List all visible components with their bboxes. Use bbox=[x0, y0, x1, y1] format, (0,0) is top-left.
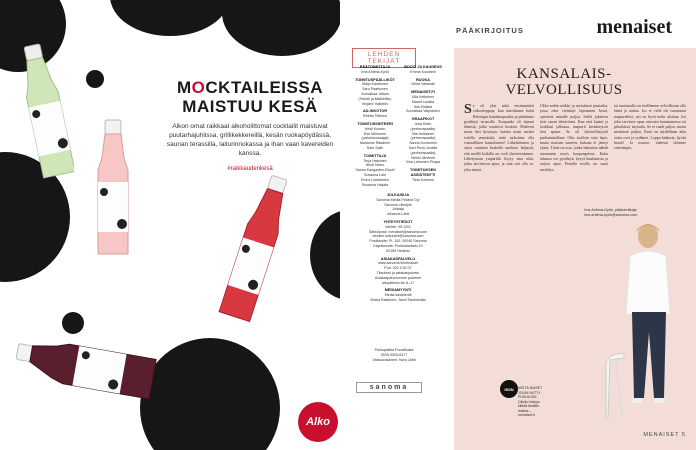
issue-badge: ISSN bbox=[500, 380, 518, 398]
black-dot bbox=[310, 210, 340, 300]
masthead-names: Reetta Tiittinen bbox=[363, 114, 387, 119]
masthead-names: Emma Kuuntein bbox=[410, 69, 436, 74]
sanoma-logo: sanoma bbox=[356, 382, 422, 393]
advertisement-page bbox=[0, 0, 340, 450]
body-text-1: e oli yksi niitä ensimmäisiä viikonloppuja, kun autoilimme kohti Helsingin kantakaupunkia ja päätimme pysähtyä terassille. Kaupunki oli täynnä ihmisiä, jotka nauttivat kesästä. Mieleeni nousi heti kysymys: kuinka moni meistä todella ymmärtää, mitä tarkoittaa olla vastuullinen kansalainen? Liikehtimisen ja arjen rutiinien keskellä unohtuu helposti, että meillä kaikilla on rooli yhteisössämme. Lähetystaan ympäriltä löytyy aina niitä, jotka tarvitsevat apua, ja sinä voit olla se, joka auttaa. bbox=[464, 104, 534, 172]
body-text-3: tai tasoinnalla on itsellemme velvollisuus olla läsnä ja auttaa. Jos et vielä ole tutustunut naapureihisi, nyt on hyvä hetki aloittaa. Jos joku tarvitsee apua ostosten kantamisessa tai pihatöissä, tarjoudu. Se ei vaadi paljoa, mutta merkitsee paljon. Kesä on täydellinen aika avata ovet ja sydämet. Loppu kaikesta, hyvää kesää! Ja muista: yhdessä olemme vahvempia. bbox=[614, 104, 686, 151]
masthead-names: Terja Hakunen Heidi Heino Sanna Kangasten-Rauhi Susanna Lain Emmi Lukkarinen Susanna Hakala bbox=[355, 158, 395, 187]
ad-headline-rest: CKTAILEISSA bbox=[205, 78, 323, 97]
masthead-role: MEDIAMYYNTI bbox=[384, 288, 412, 293]
masthead-role: AD-INKOTOR bbox=[362, 109, 388, 114]
ad-copy bbox=[150, 78, 340, 172]
page-folio: MENAISET 5 bbox=[643, 432, 686, 438]
masthead-role: PÄÄTOIMITTAJA bbox=[359, 65, 391, 69]
dropcap: S bbox=[464, 102, 472, 117]
body-column-1 bbox=[464, 104, 534, 173]
masthead-col-3 bbox=[368, 190, 428, 303]
masthead-role: TOIMITTAJA bbox=[363, 153, 387, 158]
section-kicker: PÄÄKIRJOITUS bbox=[456, 26, 524, 35]
masthead-names: Irna Antima-Kyrki bbox=[361, 69, 389, 74]
masthead-role: ASIAKASPALVELU bbox=[380, 256, 416, 261]
masthead-names: Vilma Vallande bbox=[411, 82, 435, 87]
black-dot bbox=[138, 14, 152, 28]
masthead-role: JULKAISIJA bbox=[386, 193, 410, 197]
masthead-col-1 bbox=[352, 62, 398, 187]
masthead-names: www.sanoma.fi/menaiset Puh. 020 3 50 07 Tilaukset ja asiakaspalvelu Asiakaspalvelumme palvelee arkipäivisin klo 8–17 bbox=[374, 261, 422, 285]
masthead-names: Maiju Kanttonen Saru Paatsonen Annukkaa Jalava (Tekstit ja käsikirkilu) Irinjärvi Valkeliin bbox=[358, 82, 392, 106]
body-text-2: Ukko-sedän mökki ja metsäinen puutarha, jossa olen viettänyt lapsuuteni kesät, opettivat minulle paljon. Siellä jokainen tiesi oman tehtävänsä. Kun setä kaatui ja loukkasi jalkansa, naapurit kerääntyivät heti apuun. Se oli yhteisöllisyyttä parhaimmillaan. Olin tuolloin vain lapsi, mutta muistan tunteen: kukaan ei jäänyt yksin. Tämä on asia, jonka haluaisin nähdä useammin myös kaupungeissa. Kuka tahansa voi pysähtyä, kysyä kuulumisia ja tarjota apua. Pienillä teoilla on suuri merkitys. bbox=[540, 104, 608, 172]
black-dot bbox=[40, 232, 56, 248]
magazine-logo: menaiset bbox=[596, 16, 672, 38]
black-dot bbox=[222, 0, 340, 56]
masthead-heading: LEHDEN TEKIJÄT bbox=[352, 48, 416, 68]
ad-hashtag: #raikkaudenkesä bbox=[227, 166, 273, 172]
signature: Irna Antima-Kyrki, päätoimittaja irna.antima-kyrki@sanoma.com bbox=[584, 208, 638, 217]
side-note: MISTÄ NAISET JOUNI NIITTY PUHUUVAT: Olisiko helppo kiittää tänään maitoa – menaiset.fi bbox=[518, 386, 543, 417]
masthead-role: MENAISET.FI bbox=[411, 90, 435, 95]
editorial-headline bbox=[494, 66, 634, 98]
masthead-role: TOIMITUSPÄÄLLIKÖT bbox=[355, 77, 395, 82]
green-bottle bbox=[18, 42, 74, 182]
black-dot bbox=[110, 0, 230, 36]
printer-info: Painopaikka PunaMusta ISSN 0505-6377 Vastuunalainen: Nora Lähti bbox=[372, 348, 416, 362]
masthead-names: Julia Kettu (perhevapaalla) Sila Heikkinen (perhevapaalla) Sanna Kondonen Savi Puuli-Junttila (perhevapaalla) Heikki Järvinen Vina Leinonen-Phapa bbox=[405, 121, 441, 165]
masthead-role: RUOKA bbox=[416, 77, 430, 82]
masthead-names: Sanoma Media Finland Oy/ Sanoma Lifestyle Johtaja Johanna Lähti bbox=[376, 197, 420, 217]
masthead-names: Tiina Kotrinen bbox=[411, 177, 435, 182]
masthead-role: BOOTI JA KAUNEUS bbox=[404, 65, 442, 69]
editorial-page bbox=[454, 0, 696, 450]
ad-body-text: Alkon omat raikkaat alkoholittomat cocktailit maistuvat puutarhajuhlissa, grillikekkereillä, kesän ruokapöydässä, saunan terassilla, laiturinnokassa ja ihan vaan kavereiden kanssa. bbox=[166, 123, 334, 157]
alko-logo-text: Alko bbox=[306, 416, 330, 428]
masthead-names: Media assistentti Sinika Rakkinen, Janni Tammimäki bbox=[370, 293, 426, 302]
masthead-names: Vaihde: 09 1201 Sähköposti: menaiset@sanoma.com etunimi.sukunimi@sanoma.com Postiosoite: PL 100, 00040 Sanoma Käyntiosoite: Porkkalankatu 10 00180 Helsinki bbox=[368, 224, 428, 253]
alko-logo bbox=[298, 402, 338, 442]
ad-headline-accent: O bbox=[191, 78, 206, 97]
body-column-2 bbox=[540, 104, 608, 173]
ad-headline-letter: M bbox=[177, 78, 192, 97]
body-column-3 bbox=[614, 104, 686, 152]
masthead-role: GRAAFIKOT bbox=[411, 117, 435, 122]
black-dot bbox=[86, 70, 104, 88]
masthead-role: YHTEYSTIEDOT bbox=[383, 219, 413, 224]
headline-line-2: VELVOLLISUUS bbox=[505, 82, 623, 98]
ad-headline bbox=[150, 78, 340, 116]
masthead-column bbox=[340, 0, 454, 450]
masthead-names: Heidi Kuoren Ese Mühonen (palvelusosaajat) Marianne Räsänen Satu Salin bbox=[359, 126, 391, 150]
masthead-names: Ulla Keltoinen Maarit Laukka Iida Sinikka Annukkaa Valpiainen bbox=[406, 94, 440, 114]
masthead-role: TOIMITUKSEN ASSISTENTTI bbox=[409, 168, 437, 177]
ad-headline-line2: MAISTUU KESÄ bbox=[182, 97, 318, 116]
red-bottle bbox=[218, 170, 294, 330]
masthead-role: TOIMITUSSIHTEERI bbox=[357, 121, 393, 126]
editor-photo bbox=[602, 222, 684, 422]
headline-line-1: KANSALAIS- bbox=[516, 66, 612, 82]
pink-bottle bbox=[88, 118, 138, 258]
purple-bottle bbox=[14, 316, 164, 416]
masthead-col-2 bbox=[400, 62, 446, 183]
